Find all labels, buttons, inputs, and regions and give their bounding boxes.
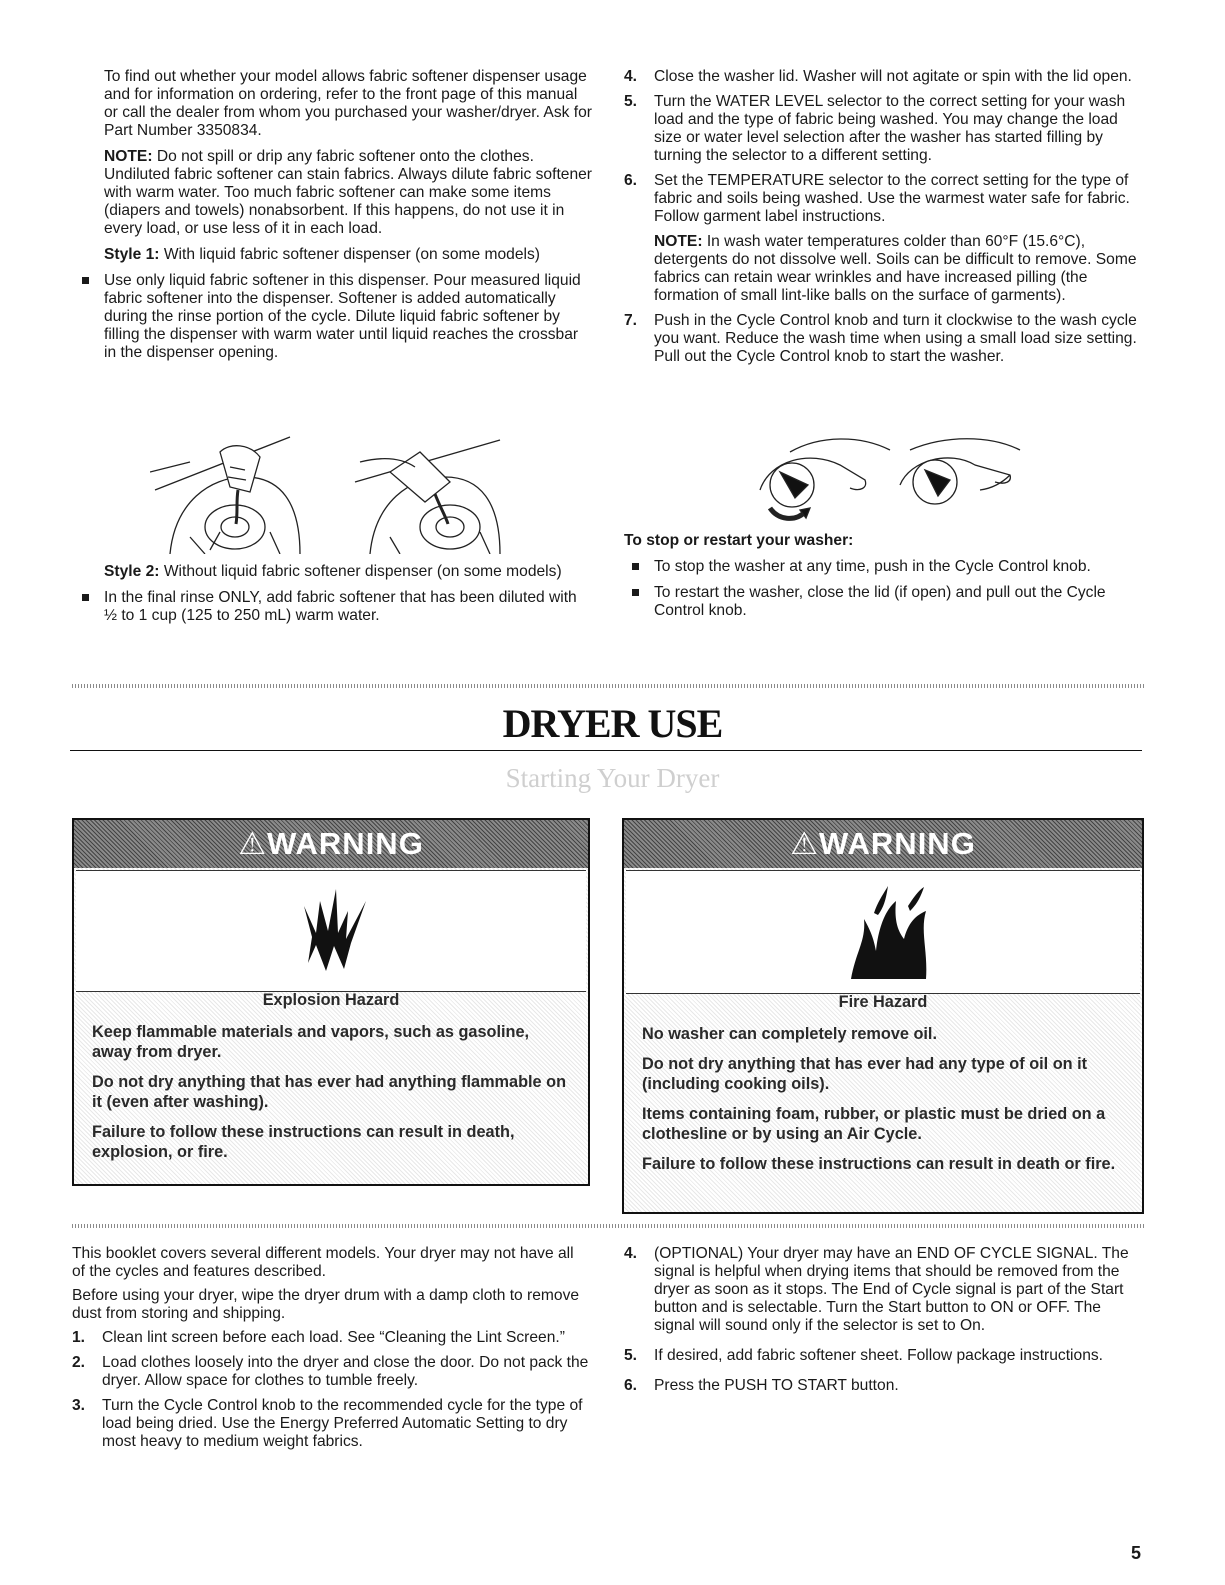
section-title: DRYER USE (502, 701, 723, 746)
hazard-title: Explosion Hazard (262, 991, 400, 1009)
style2-bullet (74, 589, 594, 625)
intro-paragraph: To find out whether your model allows fabric softener dispenser usage and for information on ordering, refer to the front page of this manual or call the dealer from whom you purchased your washer/dryer. Ask for Part Number 3350834. (104, 68, 592, 139)
fire-symbol-panel (626, 870, 1140, 994)
explosion-symbol-panel (76, 870, 586, 992)
section-rule (70, 750, 1142, 751)
warning-line: No washer can completely remove oil. (642, 1025, 937, 1043)
explosion-hazard-icon (76, 871, 594, 991)
style1-bullet-text: Use only liquid fabric softener in this dispenser. Pour measured liquid fabric softener into the dispenser. Softener is added automatically during the rinse portion of the cycle. Dilute liquid fabric softener by filling the dispenser with warm water until liquid reaches the crossbar in the dispenser opening. (104, 272, 581, 361)
temperature-note: NOTE: In wash water temperatures colder than 60°F (15.6°C), detergents do not dissolve well. Soils can be difficult to remove. Some fabrics can retain wear wrinkles and have increased pilling (the formation of small lint-like balls on the surface of garments). (654, 233, 1137, 304)
bottom-right-column (624, 1245, 1144, 1402)
warning-line: Do not dry anything that has ever had any type of oil on it (including cooking oils). (642, 1055, 1088, 1093)
warning-line: Items containing foam, rubber, or plastic must be dried on a clothesline or by using an Air Cycle. (642, 1105, 1106, 1143)
explosion-warning-box (72, 818, 590, 1186)
top-left-column-lower (104, 563, 594, 633)
dryer-step-6: 6. Press the PUSH TO START button. (624, 1377, 899, 1394)
top-left-column (104, 68, 594, 370)
dryer-step-2: 2. Load clothes loosely into the dryer and close the door. Do not pack the dryer. Allow space for clothes to tumble freely. (72, 1354, 589, 1389)
warning-line: Failure to follow these instructions can result in death, explosion, or fire. (92, 1123, 515, 1161)
dotted-divider (72, 684, 1144, 688)
stop-bullet: To stop the washer at any time, push in the Cycle Control knob. (624, 558, 1144, 576)
bullet-square-icon (632, 589, 639, 596)
note-text: Do not spill or drip any fabric softener onto the clothes. Undiluted fabric softener can stain fabrics. Always dilute fabric softener with warm water. Too much fabric softener can make some items (diapers and towels) nonabsorbent. If this happens, do not use it in every load, or use less of it in each load. (104, 148, 592, 237)
warning-line: Keep flammable materials and vapors, such as gasoline, away from dryer. (92, 1023, 530, 1061)
washer-step-4: 4. Close the washer lid. Washer will not agitate or spin with the lid open. (624, 68, 1132, 85)
style1-text: With liquid fabric softener dispenser (on some models) (159, 246, 540, 263)
dryer-step-3: 3. Turn the Cycle Control knob to the recommended cycle for the type of load being dried. Use the Energy Preferred Automatic Setting to dry most heavy to medium weight fabrics. (72, 1397, 583, 1450)
style1-bullet (74, 272, 594, 362)
bullet-square-icon (82, 594, 89, 601)
warning-line: Do not dry anything that has ever had anything flammable on it (even after washing). (92, 1073, 567, 1111)
stop-restart-section (624, 532, 1144, 628)
washer-step-7: 7. Push in the Cycle Control knob and turn it clockwise to the wash cycle you want. Reduce the wash time when using a small load size setting. Pull out the Cycle Control knob to start the washer. (624, 312, 1137, 365)
fire-warning-body (642, 992, 1124, 1184)
note-paragraph (104, 148, 594, 238)
bullet-square-icon (82, 277, 89, 284)
warning-header: ⚠WARNING (624, 820, 1142, 868)
page-number: 5 (1130, 1543, 1141, 1563)
warning-line: Failure to follow these instructions can result in death or fire. (642, 1155, 1116, 1173)
softener-dispenser-illustration-icon (150, 432, 510, 554)
style2-text: Without liquid fabric softener dispenser (on some models) (159, 563, 562, 580)
note-label: NOTE: (104, 148, 153, 165)
dotted-divider (72, 1224, 1144, 1228)
section-subtitle: Starting Your Dryer (505, 763, 720, 793)
top-right-column (624, 68, 1144, 373)
dryer-step-5: 5. If desired, add fabric softener sheet. Follow package instructions. (624, 1347, 1103, 1364)
style2-label: Style 2: (104, 563, 160, 580)
dryer-step-4: 4. (OPTIONAL) Your dryer may have an END OF CYCLE SIGNAL. The signal is helpful when drying items that should be removed from the dryer as soon as it stops. The End of Cycle signal is part of the Start button and is selectable. Turn the Start button to ON or OFF. The signal will sound only if the selector is set to On. (624, 1245, 1129, 1334)
bottom-left-column (72, 1245, 590, 1458)
dryer-step-1: 1. Clean lint screen before each load. See “Cleaning the Lint Screen.” (72, 1329, 565, 1346)
cycle-control-knob-illustration-icon (750, 430, 1040, 530)
models-paragraph: This booklet covers several different models. Your dryer may not have all of the cycles and features described. (72, 1245, 574, 1280)
style2-bullet-text: In the final rinse ONLY, add fabric softener that has been diluted with ½ to 1 cup (125 to 250 mL) warm water. (104, 589, 577, 624)
restart-bullet: To restart the washer, close the lid (if open) and pull out the Cycle Control knob. (624, 584, 1144, 620)
fire-hazard-icon (626, 871, 1148, 993)
fire-warning-box (622, 818, 1144, 1214)
style1-label: Style 1: (104, 246, 160, 263)
wipe-drum-paragraph: Before using your dryer, wipe the dryer drum with a damp cloth to remove dust from storing and shipping. (72, 1287, 580, 1322)
washer-step-5: 5. Turn the WATER LEVEL selector to the correct setting for your wash load and the type of fabric being washed. You may change the load size or water level selection after the washer has started filling by turning the selector to a different setting. (624, 93, 1126, 164)
bullet-square-icon (632, 563, 639, 570)
style1-heading (104, 246, 594, 264)
explosion-warning-body (92, 990, 570, 1172)
style2-heading (104, 563, 594, 581)
warning-header: ⚠WARNING (74, 820, 588, 868)
washer-step-6: 6. Set the TEMPERATURE selector to the correct setting for the type of fabric and soils being washed. Use the warmest water safe for fabric. Follow garment label instructions. (624, 172, 1130, 225)
hazard-title: Fire Hazard (838, 993, 928, 1011)
stop-restart-title: To stop or restart your washer: (624, 532, 854, 549)
